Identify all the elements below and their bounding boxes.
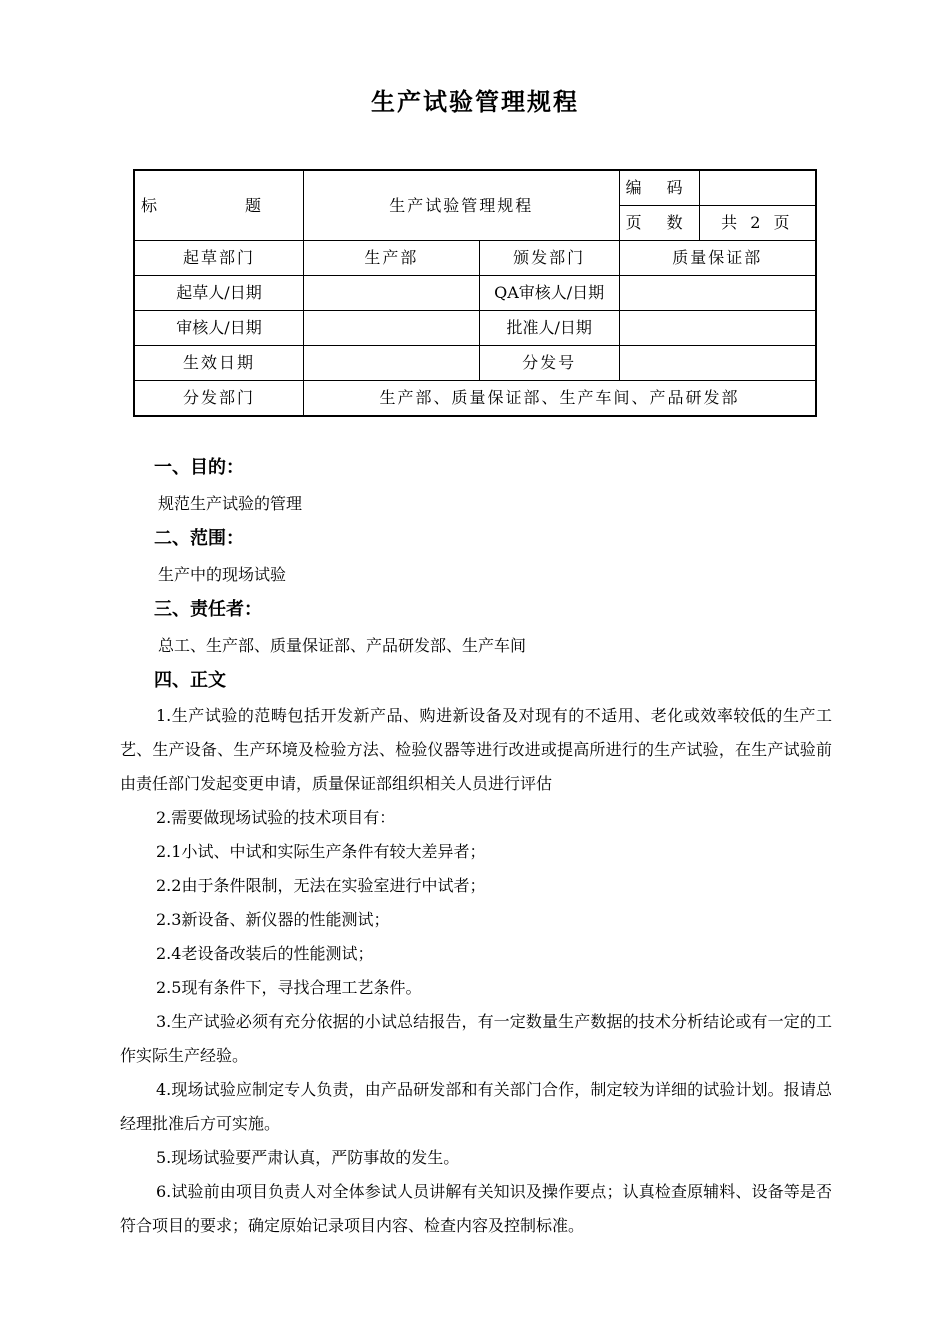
item-2-4: 2.4老设备改装后的性能测试；: [156, 944, 374, 963]
section-heading-main-text: 四、正文: [154, 670, 226, 691]
approver-label: 批准人/日期: [479, 311, 619, 346]
title-label: 标 题: [134, 170, 304, 241]
drafter-label: 起草人/日期: [134, 276, 304, 311]
section-text-scope: 生产中的现场试验: [158, 565, 287, 584]
paragraph-6: 6.试验前由项目负责人对全体参试人员讲解有关知识及操作要点；认真检查原辅料、设备等是否符合项目的要求；确定原始记录项目内容、检查内容及控制标准。: [120, 1182, 832, 1235]
pages-value: 共 2 页: [699, 206, 816, 241]
paragraph-3: 3.生产试验必须有充分依据的小试总结报告，有一定数量生产数据的技术分析结论或有一定的工作实际生产经验。: [120, 1012, 832, 1065]
section-heading-purpose: 一、目的：: [154, 457, 244, 478]
section-heading-responsible: 三、责任者：: [154, 599, 262, 620]
distribution-dept-value: 生产部、质量保证部、生产车间、产品研发部: [304, 381, 816, 417]
qa-reviewer-value: [619, 276, 816, 311]
effective-date-value: [304, 346, 480, 381]
item-2-5: 2.5现有条件下，寻找合理工艺条件。: [156, 978, 422, 997]
paragraph-1: 1.生产试验的范畴包括开发新产品、购进新设备及对现有的不适用、老化或效率较低的生产工艺、生产设备、生产环境及检验方法、检验仪器等进行改进或提高所进行的生产试验，在生产试验前由责任部门发起变更申请，质量保证部组织相关人员进行评估: [120, 706, 832, 793]
issue-dept-label: 颁发部门: [479, 241, 619, 276]
paragraph-5: 5.现场试验要严肃认真，严防事故的发生。: [156, 1148, 460, 1167]
distribution-no-label: 分发号: [479, 346, 619, 381]
pages-label: 页 数: [619, 206, 699, 241]
distribution-dept-label: 分发部门: [134, 381, 304, 417]
paragraph-2: 2.需要做现场试验的技术项目有：: [156, 808, 396, 827]
item-2-3: 2.3新设备、新仪器的性能测试；: [156, 910, 390, 929]
section-text-responsible: 总工、生产部、质量保证部、产品研发部、生产车间: [158, 636, 527, 655]
drafter-value: [304, 276, 480, 311]
section-heading-scope: 二、范围：: [154, 528, 244, 549]
approver-value: [619, 311, 816, 346]
reviewer-value: [304, 311, 480, 346]
section-text-purpose: 规范生产试验的管理: [158, 494, 303, 513]
item-2-1: 2.1小试、中试和实际生产条件有较大差异者；: [156, 842, 486, 861]
qa-reviewer-label: QA审核人/日期: [479, 276, 619, 311]
document-info-table: [133, 169, 817, 417]
paragraph-4: 4.现场试验应制定专人负责，由产品研发部和有关部门合作，制定较为详细的试验计划。报请总经理批准后方可实施。: [120, 1080, 832, 1133]
code-label: 编 码: [619, 170, 699, 206]
draft-dept-label: 起草部门: [134, 241, 304, 276]
item-2-2: 2.2由于条件限制，无法在实验室进行中试者；: [156, 876, 486, 895]
title-value: 生产试验管理规程: [304, 170, 620, 241]
distribution-no-value: [619, 346, 816, 381]
reviewer-label: 审核人/日期: [134, 311, 304, 346]
document-title: 生产试验管理规程: [371, 88, 579, 116]
code-value: [699, 170, 816, 206]
draft-dept-value: 生产部: [304, 241, 480, 276]
document-body: [120, 450, 832, 1243]
issue-dept-value: 质量保证部: [619, 241, 816, 276]
effective-date-label: 生效日期: [134, 346, 304, 381]
